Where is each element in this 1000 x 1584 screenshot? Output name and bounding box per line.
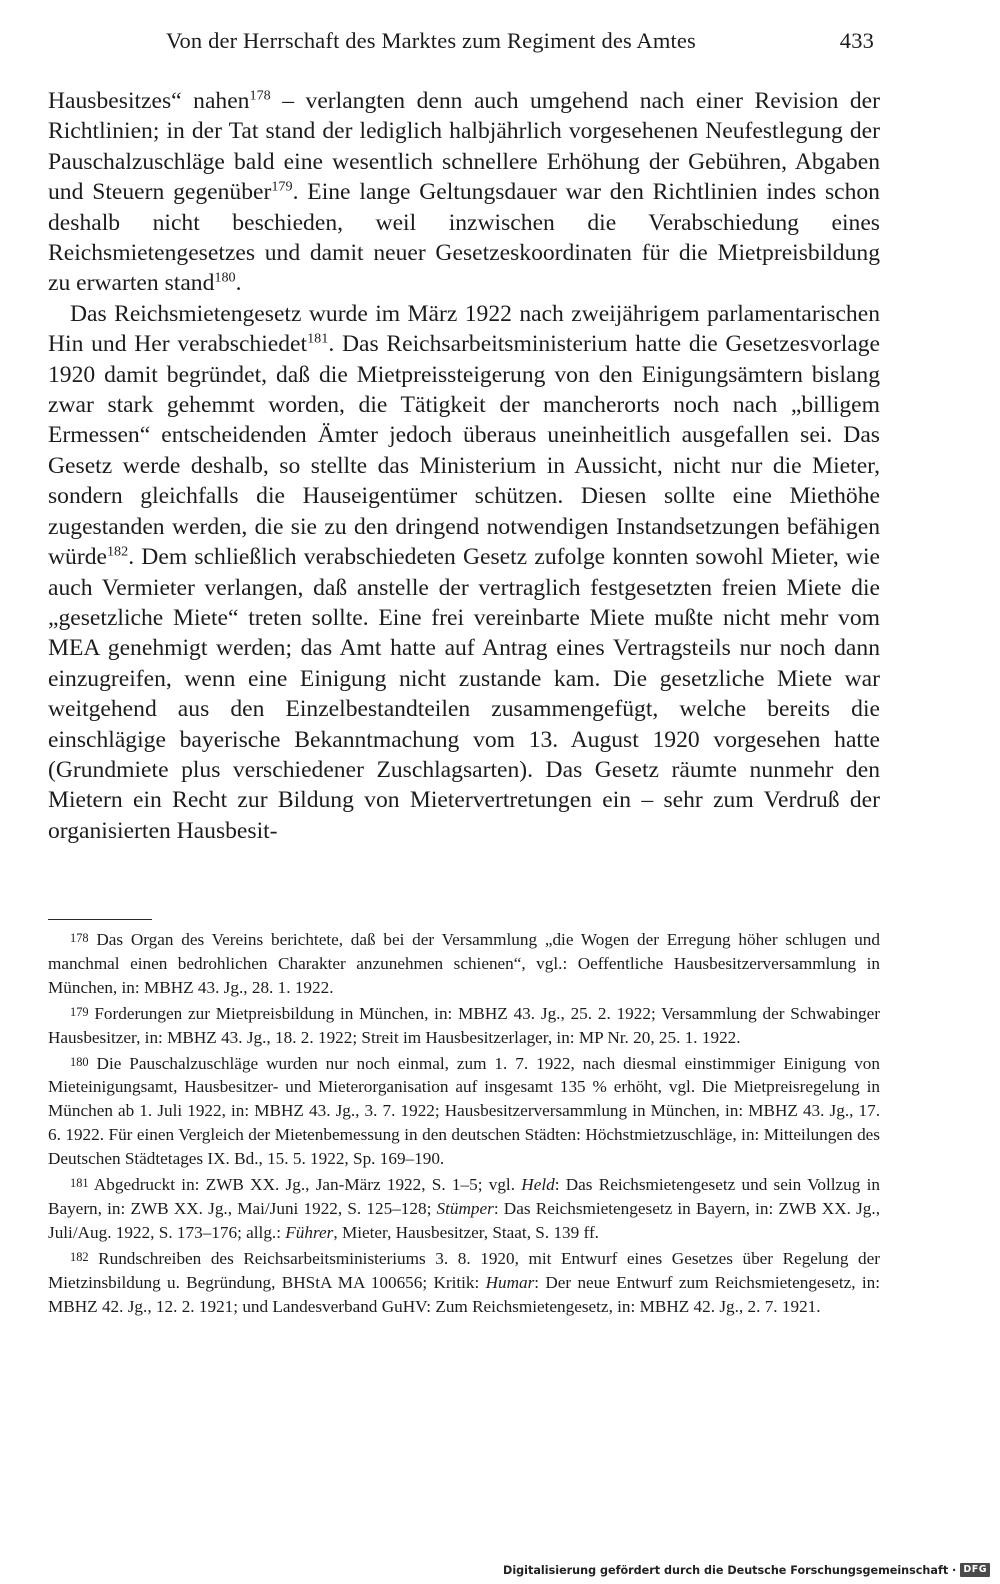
- text-run: . Das Reichsarbeitsministerium hatte die Gesetzesvorlage 1920 damit begründet, daß die Mietpreissteigerung von den Einigungsämtern bislang zwar stark gehemmt worden, die Tätigkeit der mancherorts noch nach „billigem Ermessen“ entscheidenden Ämter jedoch überaus uneinheitlich ausgefallen sei. Das Gesetz werde deshalb, so stellte das Ministerium in Aussicht, nicht nur die Mieter, sondern gleichfalls die Hauseigentümer schützen. Diesen sollte eine Miethöhe zugestanden werden, die sie zu den dringend notwendigen Instandsetzungen befähigen würde: [48, 331, 881, 571]
- dfg-logo: DFG: [960, 1563, 990, 1577]
- text-run: Das Reichsmietengesetz wurde im März 1922 nach zweijährigem parlamentarischen Hin und Her verabschiedet: [48, 300, 880, 358]
- running-title: Von der Herrschaft des Marktes zum Regiment des Amtes: [166, 28, 696, 53]
- footnote-ref-181: 181: [307, 330, 329, 347]
- footnote-text: Abgedruckt in: ZWB XX. Jg., Jan-März 1922, S. 1–5; vgl.: [93, 1175, 522, 1195]
- footnote-number: 179: [70, 1004, 89, 1019]
- page-number: 433: [839, 28, 874, 53]
- running-head: [166, 28, 874, 58]
- body-text: [48, 86, 880, 846]
- digitization-text: Digitalisierung gefördert durch die Deutsche Forschungsgemeinschaft ·: [503, 1563, 957, 1577]
- footnote-number: 182: [70, 1249, 89, 1264]
- footnote-text: Rundschreiben des Reichsarbeitsministeriums 3. 8. 1920, mit Entwurf eines Gesetzes über Regelung der Mietzinsbildung u. Begründung, BHStA MA 100656; Kritik:: [48, 1248, 880, 1292]
- author-name: Führer: [285, 1222, 334, 1242]
- footnotes: [48, 928, 880, 1321]
- text-run: . Dem schließlich verabschiedeten Gesetz zufolge konnten sowohl Mieter, wie auch Vermieter verlangen, daß anstelle der vertraglich festgesetzten freien Miete die „gesetzliche Miete“ treten sollte. Eine frei vereinbarte Miete mußte nicht mehr vom MEA genehmigt werden; das Amt hatte auf Antrag eines Vertragsteils nur noch dann einzugreifen, wenn eine Einigung nicht zustande kam. Die gesetzliche Miete war weitgehend aus den Einzelbestandteilen zusammengefügt, welche bereits die einschlägige bayerische Bekanntmachung vom 13. August 1920 vorgesehen hatte (Grundmiete plus verschiedener Zuschlagsarten). Das Gesetz räumte nunmehr den Mietern ein Recht zur Bildung von Mietervertretungen ein – sehr zum Verdruß der organisierten Hausbesit-: [48, 544, 880, 844]
- footnote-182: [48, 1247, 880, 1319]
- footnote-181: [48, 1173, 880, 1245]
- author-name: Held: [521, 1175, 555, 1195]
- footnote-number: 178: [70, 930, 89, 945]
- footnote-178: [48, 928, 880, 1000]
- footnote-text: , Mieter, Hausbesitzer, Staat, S. 139 ff.: [333, 1222, 599, 1242]
- text-run: .: [235, 270, 242, 297]
- text-run: Hausbesitzes“ nahen: [48, 88, 250, 114]
- footnote-divider: [48, 919, 152, 920]
- footnote-179: [48, 1002, 880, 1050]
- text-run: – verlangten denn auch umgehend nach einer Revision der Richtlinien; in der Tat stand der lediglich halbjährlich vorgesehenen Neufestlegung der Pauschalzuschläge bald eine wesentlich schnellere Erhöhung der Gebühren, Abgaben und Steuern gegenüber: [48, 88, 880, 206]
- paragraph: [48, 299, 880, 846]
- footnote-text: : Das Reichsmietengesetz in Bayern, in: ZWB XX. Jg., Juli/Aug. 1922, S. 173–176; allg.:: [48, 1198, 880, 1242]
- author-name: Humar: [485, 1272, 535, 1292]
- footnote-number: 180: [70, 1054, 89, 1069]
- footnote-text: Die Pauschalzuschläge wurden nur noch einmal, zum 1. 7. 1922, nach diesmal einstimmiger Einigung von Mieteinigungsamt, Hausbesitzer- und Mieterorganisation auf insgesamt 135 % erhöht, vgl. Die Mietpreisregelung in München ab 1. Juli 1922, in: MBHZ 43. Jg., 3. 7. 1922; Hausbesitzerversammlung in München, in: MBHZ 43. Jg., 17. 6. 1922. Für einen Vergleich der Mietenbemessung in den deutschen Städten: Höchstmietzuschläge, in: Mitteilungen des Deutschen Städtetages IX. Bd., 15. 5. 1922, Sp. 169–190.: [48, 1053, 880, 1169]
- footnote-ref-180: 180: [214, 269, 236, 286]
- footnote-text: Forderungen zur Mietpreisbildung in München, in: MBHZ 43. Jg., 25. 2. 1922; Versammlung der Schwabinger Hausbesitzer, in: MBHZ 43. Jg., 18. 2. 1922; Streit im Hausbesitzerlager, in: MP Nr. 20, 25. 1. 1922.: [48, 1003, 880, 1047]
- footnote-ref-178: 178: [249, 87, 271, 104]
- text-run: . Eine lange Geltungsdauer war den Richtlinien indes schon deshalb nicht beschieden, weil inzwischen die Verabschiedung eines Reichsmietengesetzes und damit neuer Gesetzeskoordinaten für die Mietpreisbildung zu erwarten stand: [48, 179, 880, 297]
- author-name: Stümper: [436, 1198, 494, 1218]
- footnote-text: : Der neue Entwurf zum Reichsmietengesetz, in: MBHZ 42. Jg., 12. 2. 1921; und Landesverband GuHV: Zum Reichsmietengesetz, in: MBHZ 42. Jg., 2. 7. 1921.: [48, 1272, 880, 1316]
- footnote-text: Das Organ des Vereins berichtete, daß bei der Versammlung „die Wogen der Erregung höher schlugen und manchmal einen bedrohlichen Charakter anzunehmen schienen“, vgl.: Oeffentliche Hausbesitzerversammlung in München, in: MBHZ 43. Jg., 28. 1. 1922.: [48, 930, 880, 997]
- footnote-ref-179: 179: [271, 178, 293, 195]
- footnote-ref-182: 182: [106, 543, 129, 560]
- footnote-text: : Das Reichsmietengesetz und sein Vollzug in Bayern, in: ZWB XX. Jg., Mai/Juni 1922, S. 125–128;: [48, 1175, 880, 1218]
- digitization-credit: [503, 1560, 990, 1580]
- footnote-number: 181: [70, 1175, 89, 1190]
- footnote-180: [48, 1052, 880, 1172]
- paragraph-continued: [48, 86, 880, 299]
